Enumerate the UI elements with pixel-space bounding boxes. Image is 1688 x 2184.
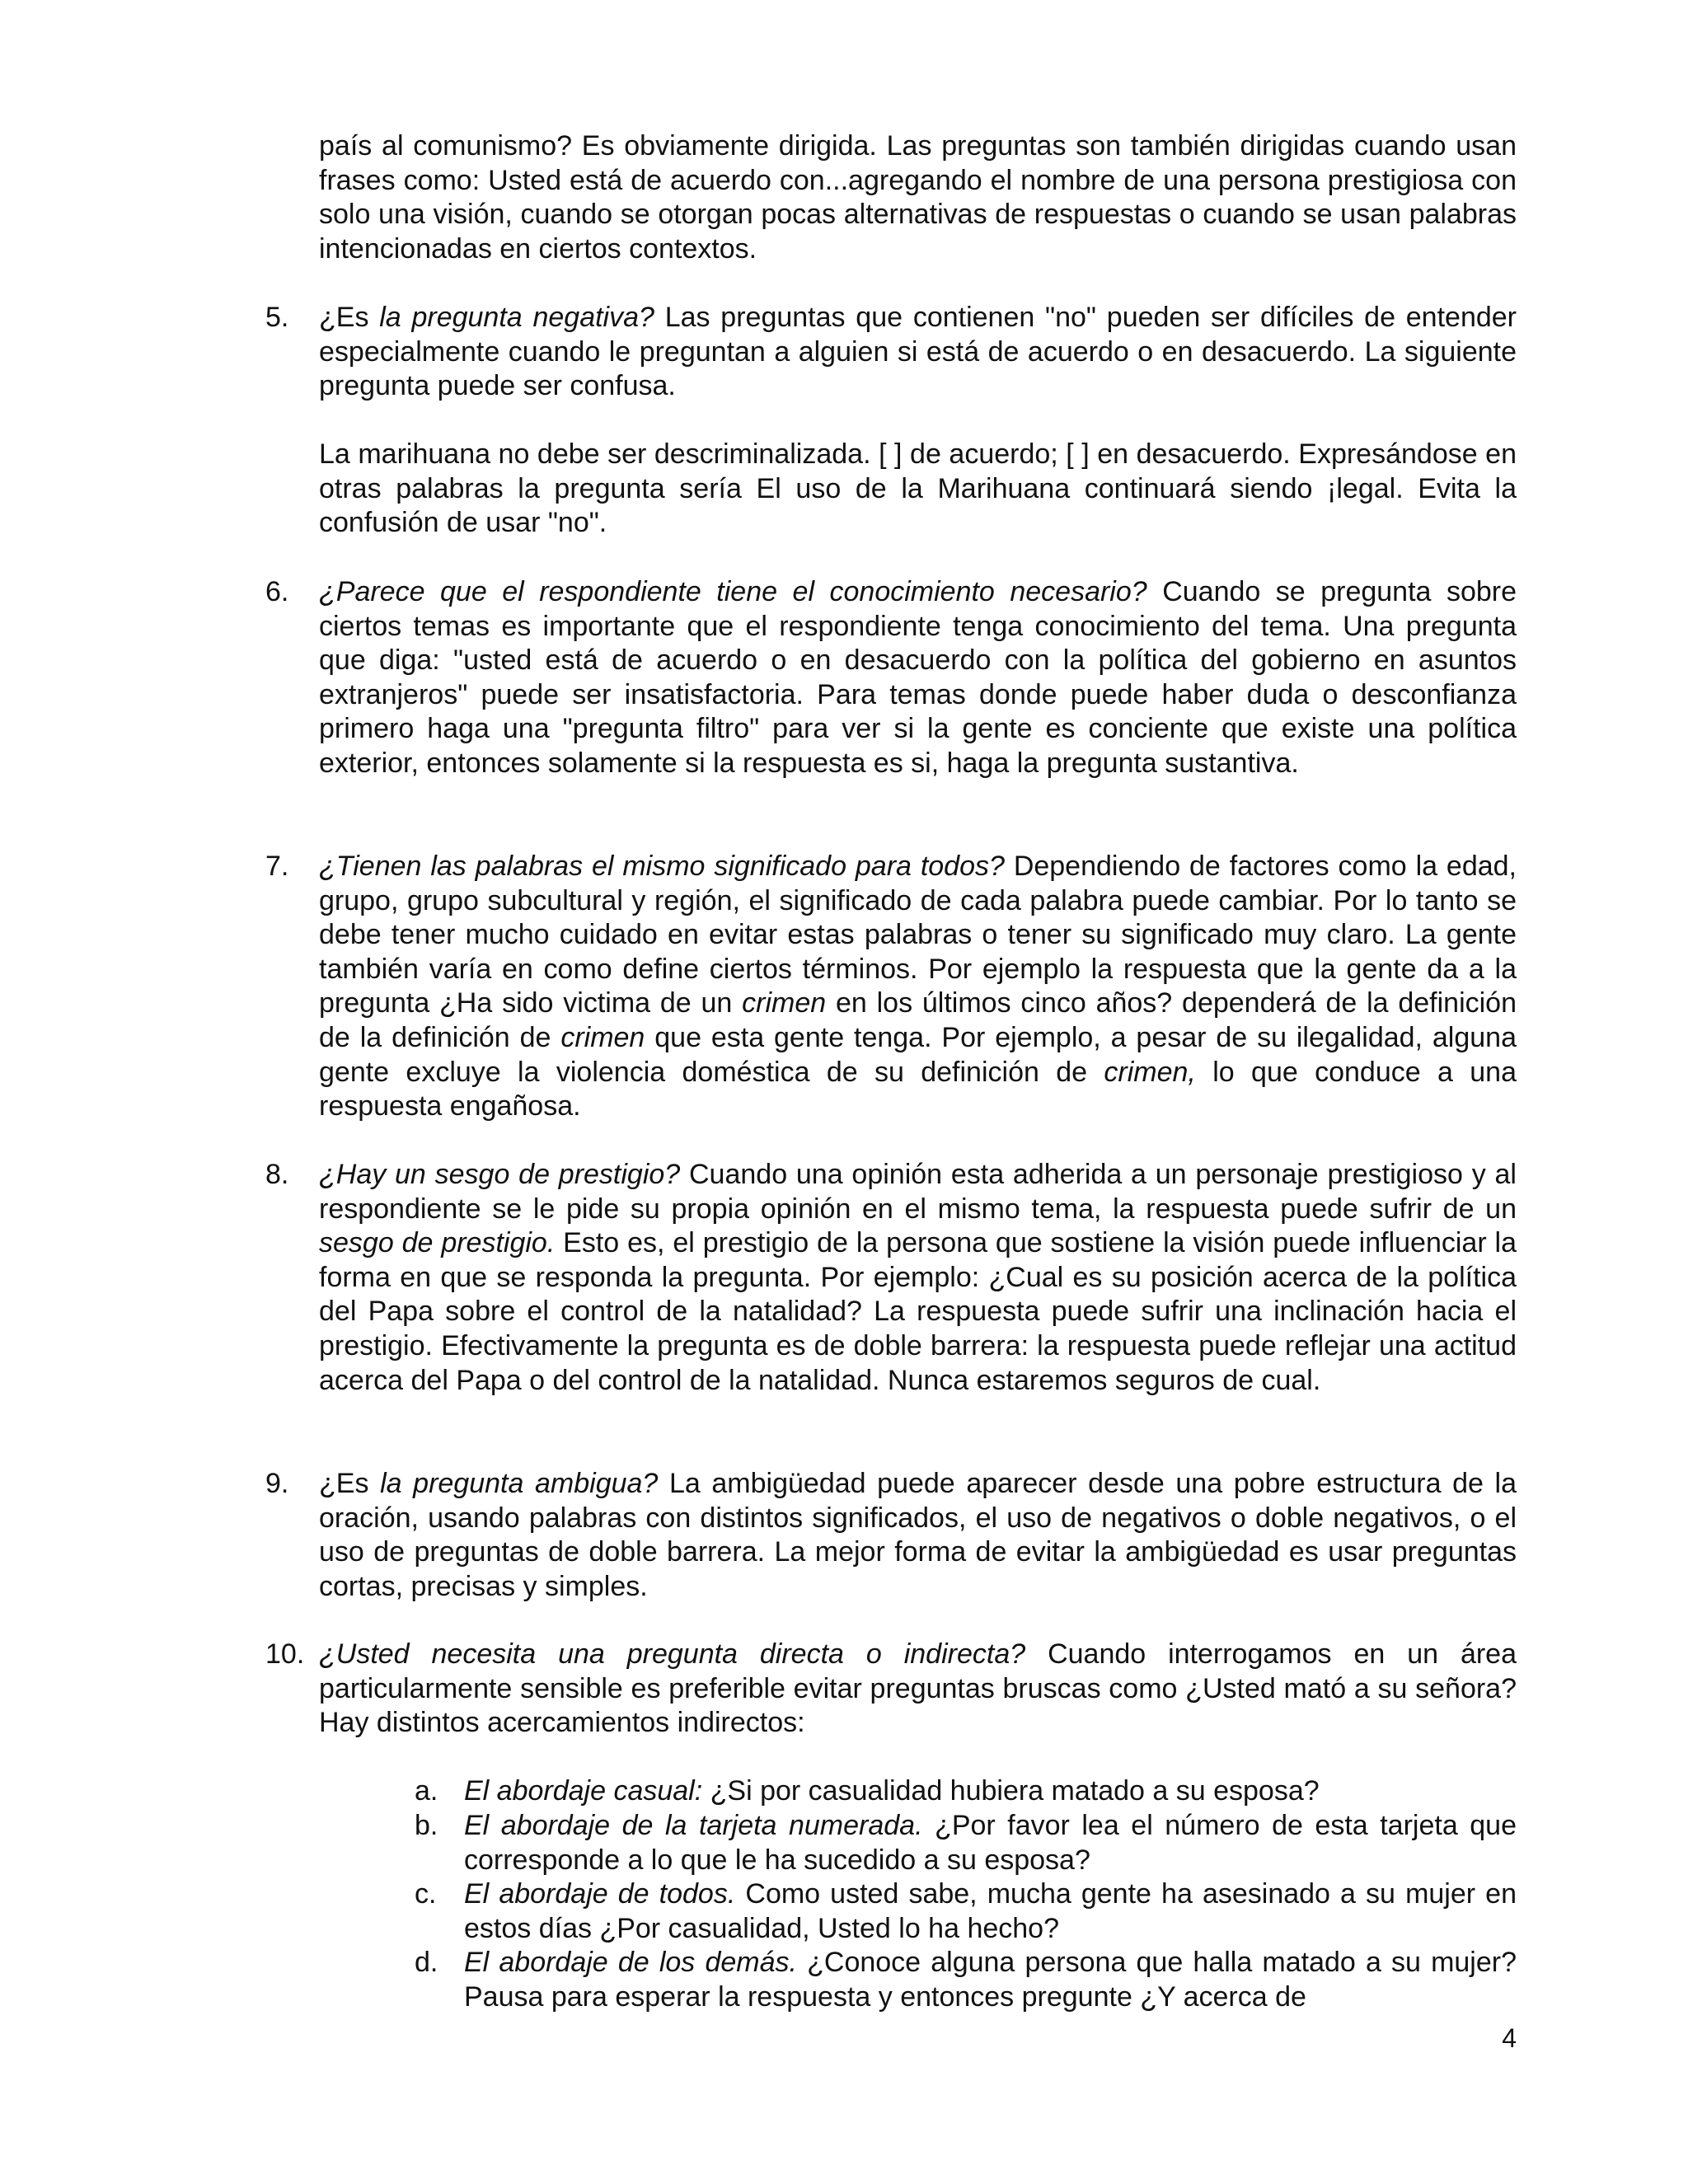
list-item-9 [265,1467,1517,1604]
list-item-body [319,1467,1517,1604]
body-text: Cuando una opinión esta adherida a un personaje prestigioso y al respondiente se le pide su propia opinión en el mismo tema, la respuesta puede sufrir de un [319,1159,1517,1225]
list-item-6 [265,575,1517,781]
lead-italic: ¿Usted necesita una pregunta directa o indirecta? [319,1638,1026,1670]
list-item-7 [265,850,1517,1124]
lead-italic: El abordaje de todos. [464,1878,736,1910]
list-item-number: 7. [265,851,289,882]
body-text: Esto es, el prestigio de la persona que sostiene la visión puede influenciar la forma en que se responda la pregunta. Por ejemplo: ¿Cual es su posición acerca de la política del Papa sobre el control de la natalidad? La respuesta puede sufrir una inclinación hacia el prestigio. Efectivamente la pregunta es de doble barrera: la respuesta puede reflejar una actitud acerca del Papa o del control de la natalidad. Nunca estaremos seguros de cual. [319,1227,1517,1396]
list-item-body [319,301,1517,404]
body-text: Como usted sabe, mucha gente ha asesinado a su mujer en estos días ¿Por casualidad, Usted lo ha hecho? [464,1878,1517,1944]
body-text: ¿Por favor lea el número de esta tarjeta que corresponde a lo que le ha sucedido a su esposa? [464,1810,1517,1876]
sub-item-letter: b. [415,1810,438,1841]
lead-italic: ¿Parece que el respondiente tiene el conocimiento necesario? [319,576,1147,607]
italic-term: crimen [742,987,827,1019]
lead-text: ¿Es [319,302,380,333]
list-item-body [319,850,1517,1124]
body-text: ¿Conoce alguna persona que halla matado a su mujer? Pausa para esperar la respuesta y entonces pregunte ¿Y acerca de [464,1947,1517,2013]
sub-item-letter: c. [415,1878,437,1910]
body-text: La ambigüedad puede aparecer desde una pobre estructura de la oración, usando palabras con distintos significados, el uso de negativos o doble negativos, o el uso de preguntas de doble barrera. La mejor forma de evitar la ambigüedad es usar preguntas cortas, precisas y simples. [319,1468,1517,1602]
lead-italic: ¿Hay un sesgo de prestigio? [319,1159,681,1190]
list-item-number: 6. [265,576,289,607]
intro-paragraph: país al comunismo? Es obviamente dirigida. Las preguntas son también dirigidas cuando usan frases como: Usted está de acuerdo con...agregando el nombre de una persona prestigiosa con solo una visión, cuando se otorgan pocas alternativas de respuestas o cuando se usan palabras intencionadas en ciertos contextos. [319,130,1517,265]
sub-item-c [415,1877,1517,1946]
sub-item-b [415,1809,1517,1877]
sub-item-body [464,1809,1517,1877]
page-number: 4 [1502,2023,1517,2053]
list-item-8 [265,1158,1517,1398]
example-paragraph: La marihuana no debe ser descriminalizada. [ ] de acuerdo; [ ] en desacuerdo. Expresándose en otras palabras la pregunta sería El uso de la Marihuana continuará siendo ¡legal. Evita la confusión de usar "no". [319,438,1517,539]
list-item-number: 10. [265,1638,305,1670]
sub-item-body [464,1877,1517,1946]
list-item-number: 8. [265,1159,289,1190]
lead-italic: la pregunta ambigua? [380,1468,659,1499]
body-text: Cuando se pregunta sobre ciertos temas es importante que el respondiente tenga conocimiento del tema. Una pregunta que diga: "usted está de acuerdo o en desacuerdo con la política del gobierno en asuntos extranjeros" puede ser insatisfactoria. Para temas donde puede haber duda o desconfianza primero haga una "pregunta filtro" para ver si la gente es conciente que existe una política exterior, entonces solamente si la respuesta es si, haga la pregunta sustantiva. [319,576,1517,779]
body-text: ¿Si por casualidad hubiera matado a su esposa? [702,1775,1320,1807]
lead-text: ¿Es [319,1468,381,1499]
sub-item-body [464,1774,1517,1809]
italic-term: crimen [560,1021,645,1053]
list-item-body [319,1158,1517,1398]
body-text: Dependiendo de factores como la edad, grupo, grupo subcultural y región, el significado de cada palabra puede cambiar. Por lo tanto se debe tener mucho cuidado en evitar estas palabras o tener su significado muy claro. La gente también varía en como define ciertos términos. Por ejemplo la respuesta que la gente da a la pregunta ¿Ha sido victima de un [319,851,1517,1019]
italic-term: crimen, [1104,1056,1196,1088]
list-item-number: 9. [265,1468,289,1499]
body-text: lo que conduce a una respuesta engañosa. [319,1056,1517,1122]
sub-item-body [464,1946,1517,2014]
body-text: Las preguntas que contienen "no" pueden ser difíciles de entender especialmente cuando le preguntan a alguien si está de acuerdo o en desacuerdo. La siguiente pregunta puede ser confusa. [319,302,1517,402]
list-item-10 [265,1638,1517,1741]
lead-italic: ¿Tienen las palabras el mismo significado para todos? [319,851,1005,882]
body-text: Cuando interrogamos en un área particularmente sensible es preferible evitar preguntas bruscas como ¿Usted mató a su señora? Hay distintos acercamientos indirectos: [319,1638,1517,1739]
sub-item-letter: a. [415,1775,438,1807]
list-item-5 [265,301,1517,404]
lead-italic: El abordaje de la tarjeta numerada. [464,1810,923,1841]
list-item-body [319,575,1517,781]
sub-item-letter: d. [415,1947,438,1978]
list-item-body [319,1638,1517,1741]
list-item-number: 5. [265,302,289,333]
lead-italic: El abordaje de los demás. [464,1947,797,1978]
lead-italic: El abordaje casual: [464,1775,703,1807]
sub-item-a [415,1774,1517,1809]
italic-term: sesgo de prestigio. [319,1227,556,1259]
body-text: en los últimos cinco años? dependerá de la definición de la definición de [319,987,1517,1053]
body-text: que esta gente tenga. Por ejemplo, a pesar de su ilegalidad, alguna gente excluye la violencia doméstica de su definición de [319,1021,1517,1088]
sub-item-d [415,1946,1517,2014]
lead-italic: la pregunta negativa? [379,302,654,333]
